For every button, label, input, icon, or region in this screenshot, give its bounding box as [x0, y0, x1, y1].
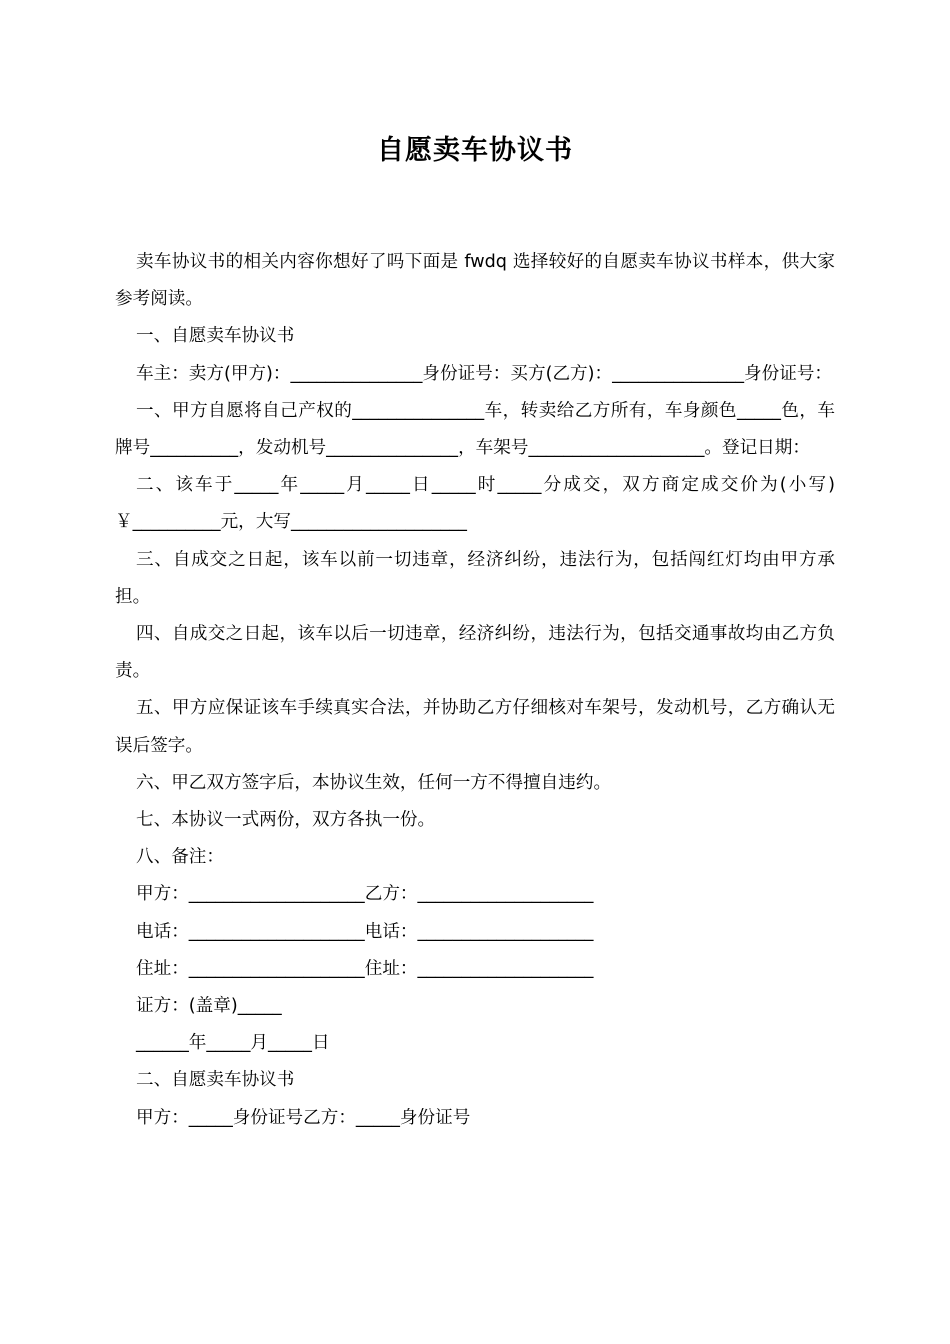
clause-5: 五、甲方应保证该车手续真实合法，并协助乙方仔细核对车架号，发动机号，乙方确认无误后签字。: [115, 698, 835, 756]
clause-3: 三、自成交之日起，该车以前一切违章，经济纠纷，违法行为，包括闯红灯均由甲方承担。: [115, 549, 835, 607]
document-title: 自愿卖车协议书: [377, 135, 573, 166]
clause-4: 四、自成交之日起，该车以后一切违章，经济纠纷，违法行为，包括交通事故均由乙方负责。: [115, 624, 835, 682]
witness-line: 证方：(盖章)_____: [136, 996, 282, 1017]
section-heading-2: 二、自愿卖车协议书: [136, 1070, 295, 1091]
clause-8-remarks: 八、备注：: [136, 847, 224, 868]
owner-info-line: 车主：卖方(甲方)：_______________身份证号：买方(乙方)：_______________身份证号：: [136, 363, 833, 384]
clause-6: 六、甲乙双方签字后，本协议生效，任何一方不得擅自违约。: [136, 772, 612, 793]
party-id-line: 甲方：_____身份证号乙方：_____身份证号: [136, 1107, 471, 1128]
section-heading-1: 一、自愿卖车协议书: [136, 326, 295, 347]
party-signature-line: 甲方：____________________乙方：____________________: [136, 884, 594, 905]
intro-paragraph: 卖车协议书的相关内容你想好了吗下面是 fwdq 选择较好的自愿卖车协议书样本，供大家参考阅读。: [115, 252, 835, 310]
clause-2: 二、该车于_____年_____月_____日_____时_____分成交，双方商定成交价为(小写)￥__________元，大写____________________: [115, 475, 835, 533]
clause-1: 一、甲方自愿将自己产权的_______________车，转卖给乙方所有，车身颜色_____色，车牌号__________，发动机号_______________，车架号____________________。登记日期：: [115, 400, 835, 459]
clause-7: 七、本协议一式两份，双方各执一份。: [136, 810, 436, 831]
phone-line: 电话：____________________电话：____________________: [136, 921, 594, 942]
address-line: 住址：____________________住址：____________________: [136, 958, 594, 979]
date-line: ______年_____月_____日: [136, 1033, 330, 1054]
document-body: [115, 244, 835, 1137]
